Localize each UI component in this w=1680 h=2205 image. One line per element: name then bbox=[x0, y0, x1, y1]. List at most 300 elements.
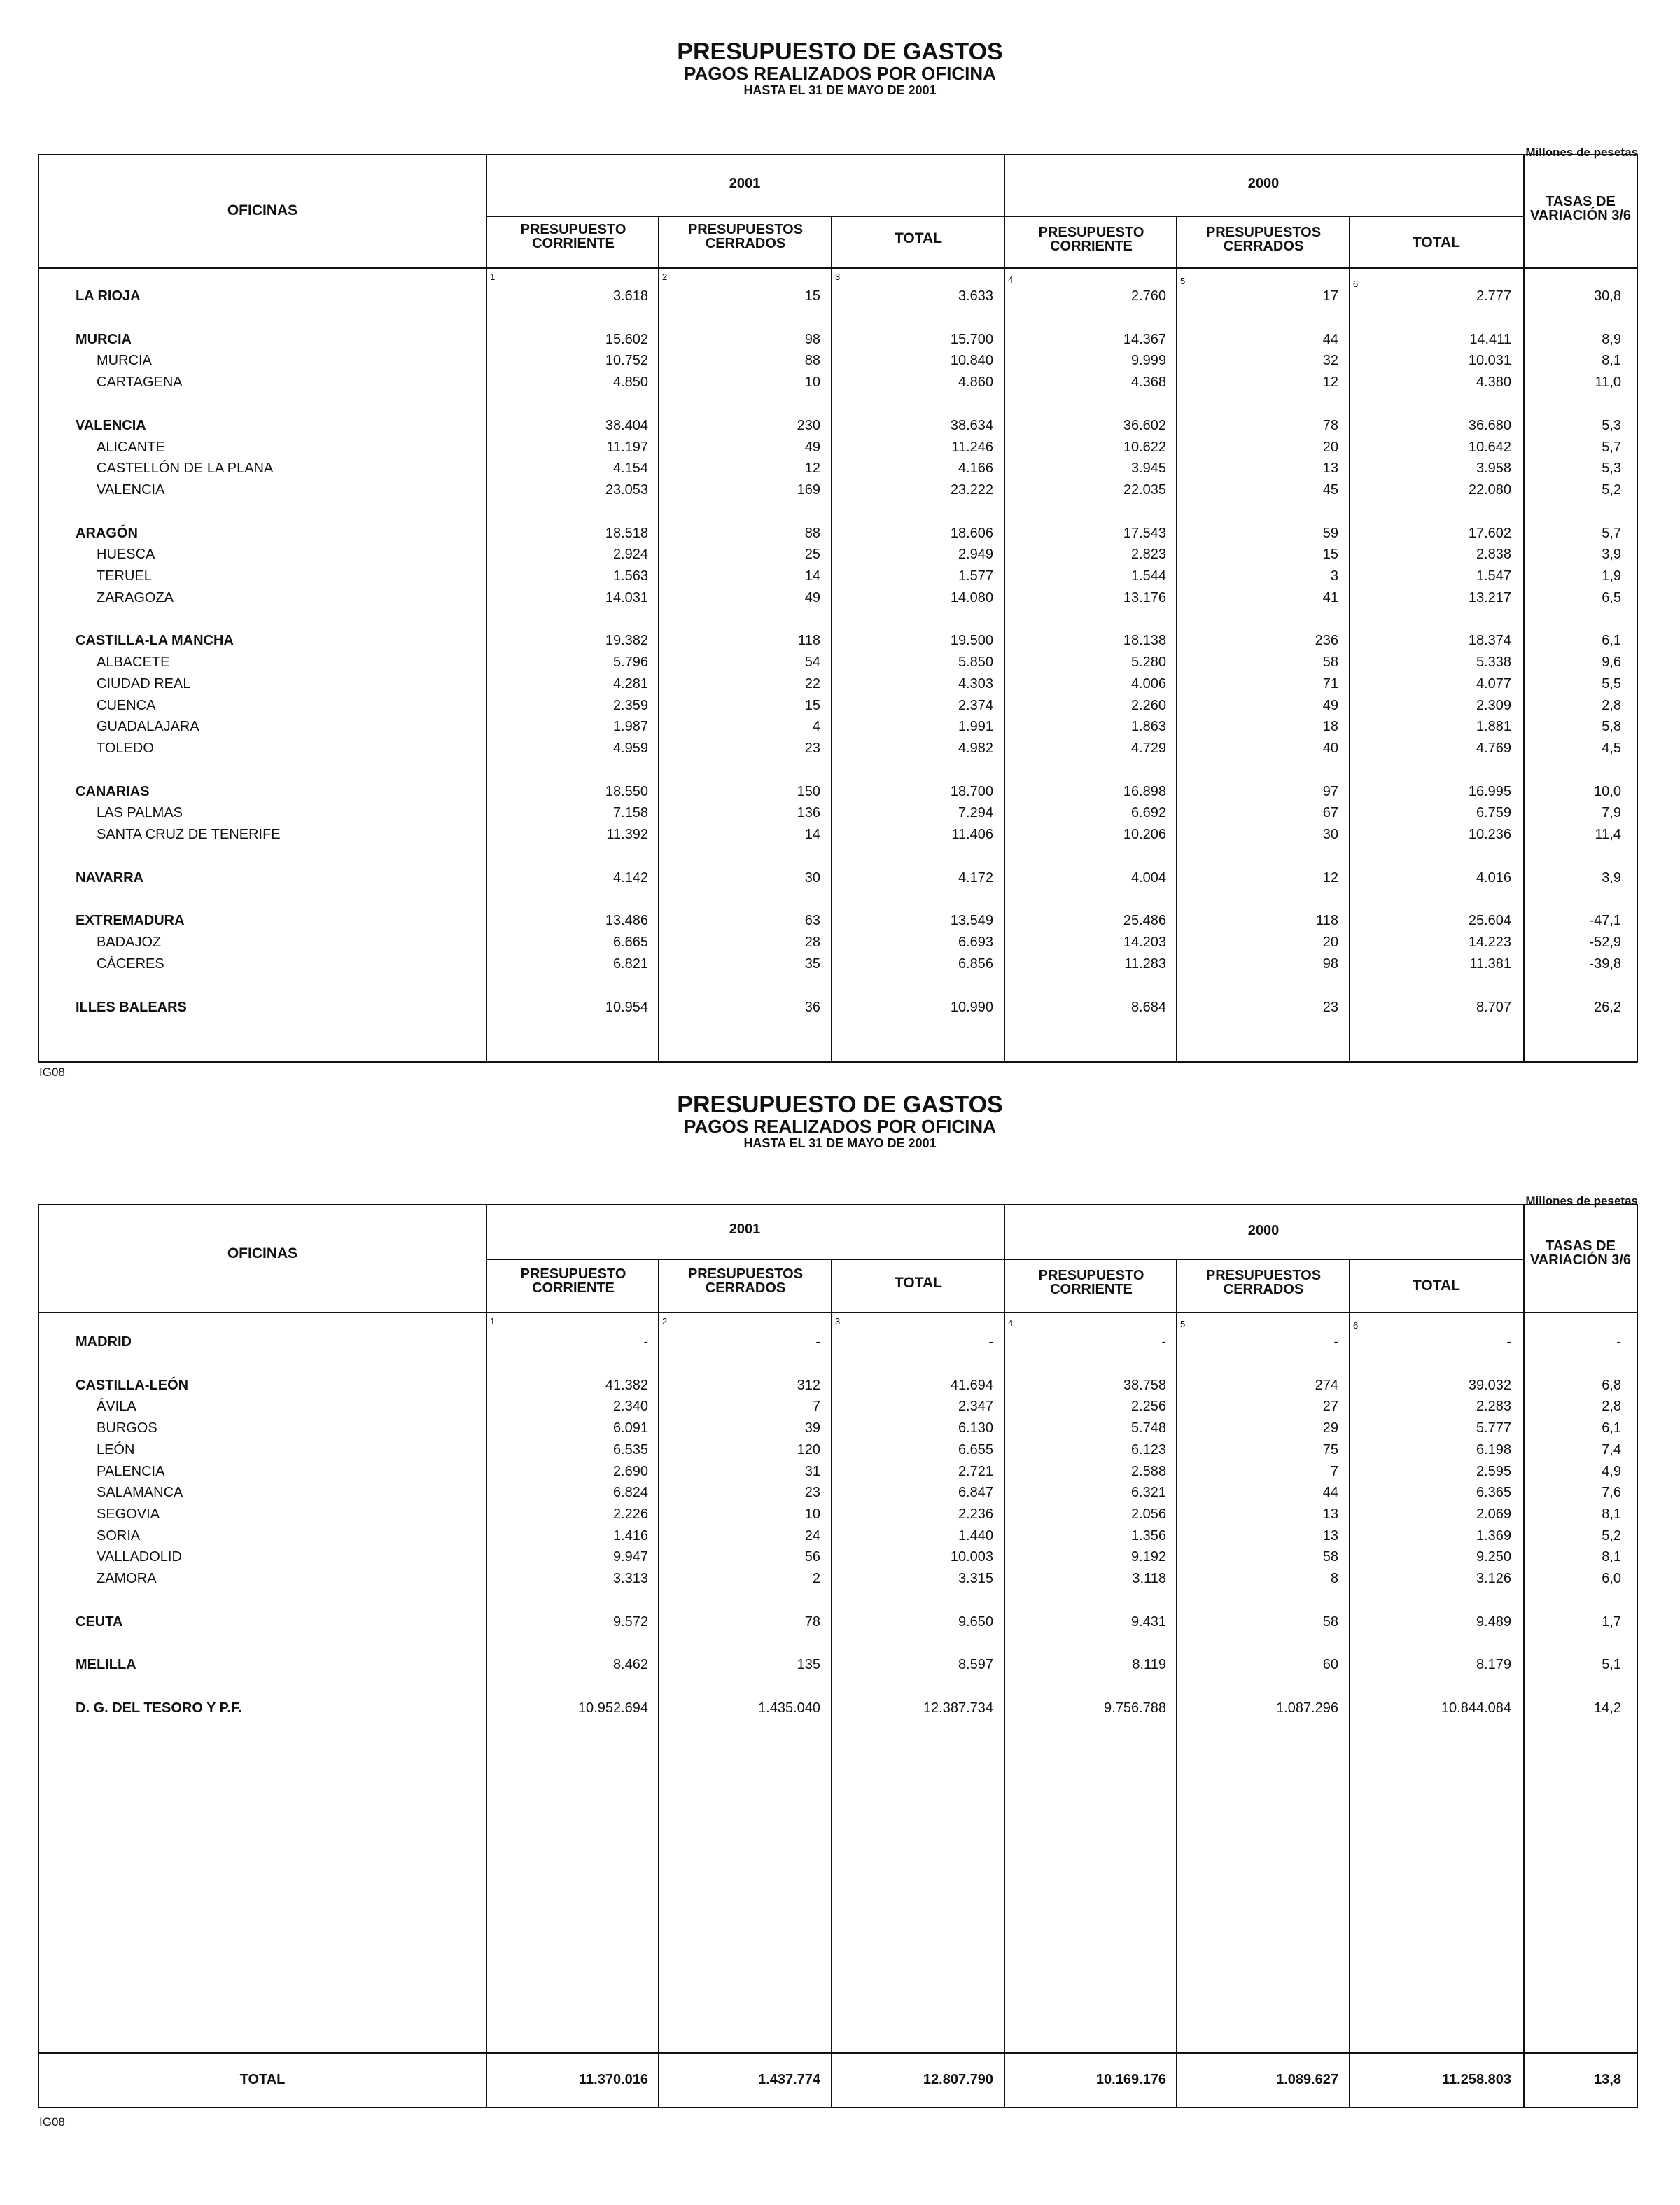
table-row bbox=[39, 805, 1639, 826]
table-cell: 8,1 bbox=[1602, 1506, 1621, 1522]
table-cell: 6.655 bbox=[958, 1441, 993, 1457]
table-cell: 98 bbox=[1322, 955, 1338, 972]
table-row bbox=[39, 440, 1639, 461]
table-cell: 13.176 bbox=[1123, 589, 1166, 606]
table-cell: 6.692 bbox=[1130, 805, 1166, 821]
table-cell: 4.172 bbox=[958, 869, 993, 886]
table-cell: 25.486 bbox=[1123, 913, 1166, 929]
table-cell: 6.365 bbox=[1476, 1485, 1511, 1501]
table-cell: 5,3 bbox=[1602, 417, 1621, 433]
report-title: PRESUPUESTO DE GASTOS bbox=[677, 38, 1003, 65]
table-cell: 2.283 bbox=[1476, 1399, 1511, 1415]
table-cell: 13 bbox=[1322, 1506, 1338, 1522]
row-label: MURCIA bbox=[97, 353, 152, 369]
table-cell: 5.796 bbox=[612, 654, 648, 671]
table-cell: 4.982 bbox=[958, 740, 993, 756]
table-cell: 10.952.694 bbox=[578, 1700, 648, 1716]
table-cell: 38.404 bbox=[605, 417, 648, 433]
table-cell: 2.340 bbox=[612, 1399, 648, 1415]
table-row bbox=[39, 1399, 1639, 1420]
table-cell: 10.642 bbox=[1468, 439, 1511, 455]
table-cell: 5.748 bbox=[1130, 1420, 1166, 1436]
row-label: NAVARRA bbox=[76, 869, 144, 886]
table-cell: 36.602 bbox=[1123, 417, 1166, 433]
table-cell: 23.053 bbox=[605, 482, 648, 498]
units-label: Millones de pesetas bbox=[1525, 1194, 1638, 1208]
table-cell: 25.604 bbox=[1468, 913, 1511, 929]
table-cell: 1.563 bbox=[612, 568, 648, 584]
table-cell: 2.588 bbox=[1130, 1463, 1166, 1479]
table-cell: 14,2 bbox=[1594, 1700, 1621, 1716]
table-cell: 78 bbox=[804, 1614, 820, 1630]
table-cell: 8.707 bbox=[1476, 999, 1511, 1015]
table-cell: 9,6 bbox=[1602, 654, 1621, 671]
table-cell: 2.838 bbox=[1476, 547, 1511, 563]
row-label: ARAGÓN bbox=[76, 525, 138, 541]
table-cell: 1.991 bbox=[958, 719, 993, 735]
table-cell: 49 bbox=[804, 439, 820, 455]
row-label: ILLES BALEARS bbox=[76, 999, 187, 1015]
table-cell: 2,8 bbox=[1602, 697, 1621, 713]
table-cell: 13 bbox=[1322, 461, 1338, 477]
table-cell: 1,9 bbox=[1602, 568, 1621, 584]
table-cell: 3.633 bbox=[958, 288, 993, 304]
table-row bbox=[39, 719, 1639, 740]
table-cell: 1,7 bbox=[1602, 1614, 1621, 1630]
table-cell: 6,5 bbox=[1602, 589, 1621, 606]
table-cell: 3.118 bbox=[1132, 1571, 1166, 1586]
header-year-2001: 2001 bbox=[729, 176, 761, 191]
table-cell: 2.309 bbox=[1476, 697, 1511, 713]
table-cell: 7,4 bbox=[1602, 1441, 1621, 1457]
header-total-2001: TOTAL bbox=[894, 230, 943, 246]
table-cell: 88 bbox=[804, 353, 820, 369]
table-cell: 3.126 bbox=[1476, 1571, 1511, 1586]
table-cell: 6,0 bbox=[1602, 1571, 1621, 1586]
table-cell: 8.179 bbox=[1476, 1657, 1511, 1673]
total-label: TOTAL bbox=[239, 2072, 286, 2087]
row-label: CASTILLA-LA MANCHA bbox=[76, 633, 234, 649]
column-number: 6 bbox=[1353, 279, 1359, 289]
table-cell: 4.729 bbox=[1130, 740, 1166, 756]
table-cell: 10.990 bbox=[950, 999, 993, 1015]
table-cell: 5,2 bbox=[1602, 482, 1621, 498]
table-cell: 2.359 bbox=[612, 697, 648, 713]
table-cell: 7,6 bbox=[1602, 1485, 1621, 1501]
table-cell: 11.392 bbox=[606, 827, 648, 842]
table-cell: 5,7 bbox=[1602, 525, 1621, 541]
table-cell: 2.236 bbox=[958, 1506, 993, 1522]
table-cell: 10.206 bbox=[1123, 827, 1166, 842]
row-label: LAS PALMAS bbox=[97, 805, 183, 821]
table-cell: 6,8 bbox=[1602, 1377, 1621, 1393]
table-cell: 26,2 bbox=[1594, 999, 1621, 1015]
table-cell: 11.246 bbox=[951, 439, 993, 455]
table-cell: 6,1 bbox=[1602, 633, 1621, 649]
table-cell: 71 bbox=[1322, 676, 1338, 692]
table-cell: 9.947 bbox=[612, 1549, 648, 1565]
table-cell: 2.374 bbox=[958, 697, 993, 713]
table-cell: 30 bbox=[804, 869, 820, 886]
table-cell: 88 bbox=[804, 525, 820, 541]
table-cell: 6.759 bbox=[1476, 805, 1511, 821]
table-cell: 14.223 bbox=[1468, 934, 1511, 951]
table-cell: 2.256 bbox=[1130, 1399, 1166, 1415]
table-cell: 4.368 bbox=[1130, 374, 1166, 391]
table-cell: 10.954 bbox=[605, 999, 648, 1015]
table-cell: 4.959 bbox=[612, 740, 648, 756]
table-cell: 135 bbox=[797, 1657, 820, 1673]
table-cell: 2.721 bbox=[958, 1463, 993, 1479]
table-cell: 1.435.040 bbox=[758, 1700, 820, 1716]
header-total-2001: TOTAL bbox=[894, 1275, 943, 1291]
table-cell: 10.622 bbox=[1123, 439, 1166, 455]
table-cell: 41.694 bbox=[950, 1377, 993, 1393]
table-cell: 5,7 bbox=[1602, 439, 1621, 455]
table-cell: 4.154 bbox=[612, 461, 648, 477]
table-cell: 2.760 bbox=[1130, 288, 1166, 304]
table-cell: 8.119 bbox=[1132, 1657, 1166, 1673]
table-cell: 10.236 bbox=[1468, 827, 1511, 842]
table-cell: 5.280 bbox=[1130, 654, 1166, 671]
table-cell: 2.347 bbox=[958, 1399, 993, 1415]
table-cell: 45 bbox=[1322, 482, 1338, 498]
table-cell: 15.602 bbox=[605, 331, 648, 347]
table-cell: 4.380 bbox=[1476, 374, 1511, 391]
table-cell: 3,9 bbox=[1602, 869, 1621, 886]
table-cell: 118 bbox=[1316, 913, 1338, 929]
column-number: 1 bbox=[490, 272, 496, 282]
table-cell: 5,8 bbox=[1602, 719, 1621, 735]
table-cell: 11.197 bbox=[606, 439, 648, 455]
table-cell: 3.618 bbox=[612, 288, 648, 304]
table-cell: 11.406 bbox=[951, 827, 993, 842]
row-label: CÁCERES bbox=[97, 955, 164, 972]
table-cell: 1.881 bbox=[1476, 719, 1511, 735]
table-row bbox=[39, 784, 1639, 805]
table-cell: 4,5 bbox=[1602, 740, 1621, 756]
column-number: 6 bbox=[1353, 1320, 1359, 1331]
table-row bbox=[39, 353, 1639, 374]
report-title: PRESUPUESTO DE GASTOS bbox=[677, 1091, 1003, 1118]
table-cell: 1.544 bbox=[1130, 568, 1166, 584]
table-cell: 14 bbox=[804, 827, 820, 842]
table-cell: 38.634 bbox=[950, 417, 993, 433]
table-row bbox=[39, 741, 1639, 762]
row-label: CANARIAS bbox=[76, 783, 150, 799]
table-cell: 9.650 bbox=[958, 1614, 993, 1630]
table-cell: 10.752 bbox=[605, 353, 648, 369]
table-cell: 97 bbox=[1322, 783, 1338, 799]
table-cell: 11,0 bbox=[1595, 374, 1621, 391]
table-cell: 56 bbox=[804, 1549, 820, 1565]
table-cell: 29 bbox=[1322, 1420, 1338, 1436]
table-row bbox=[39, 288, 1639, 309]
table-cell: 230 bbox=[797, 417, 820, 433]
row-label: ALICANTE bbox=[97, 439, 165, 455]
table-cell: 18.374 bbox=[1468, 633, 1511, 649]
column-number: 3 bbox=[835, 1316, 841, 1326]
table-cell: 15 bbox=[804, 288, 820, 304]
table-cell: 41 bbox=[1322, 589, 1338, 606]
table-cell: - bbox=[1506, 1334, 1511, 1350]
table-cell: 5.850 bbox=[958, 654, 993, 671]
table-cell: 22.080 bbox=[1468, 482, 1511, 498]
table-cell: 20 bbox=[1322, 439, 1338, 455]
table-cell: 2.226 bbox=[612, 1506, 648, 1522]
table-cell: 2 bbox=[812, 1571, 820, 1586]
table-cell: 12 bbox=[1322, 869, 1338, 886]
row-label: MURCIA bbox=[76, 331, 132, 347]
header-year-2000: 2000 bbox=[1247, 1223, 1280, 1238]
table-cell: 58 bbox=[1322, 1614, 1338, 1630]
table-row bbox=[39, 654, 1639, 676]
table-cell: 10 bbox=[804, 1506, 820, 1522]
table-cell: 169 bbox=[797, 482, 820, 498]
table-cell: 35 bbox=[804, 955, 820, 972]
table-cell: 5,2 bbox=[1602, 1527, 1621, 1544]
table-cell: 4.016 bbox=[1476, 869, 1511, 886]
table-cell: 60 bbox=[1322, 1657, 1338, 1673]
table-cell: -47,1 bbox=[1589, 913, 1621, 929]
row-label: VALENCIA bbox=[76, 417, 146, 433]
header-year-2001: 2001 bbox=[729, 1222, 761, 1237]
table-cell: 6.824 bbox=[612, 1485, 648, 1501]
table-row bbox=[39, 482, 1639, 503]
table-row bbox=[39, 1506, 1639, 1527]
table-cell: 49 bbox=[1322, 697, 1338, 713]
table-cell: 2,8 bbox=[1602, 1399, 1621, 1415]
table-cell: 2.260 bbox=[1130, 697, 1166, 713]
table-cell: 40 bbox=[1322, 740, 1338, 756]
column-number: 3 bbox=[835, 272, 841, 282]
table-cell: 18 bbox=[1322, 719, 1338, 735]
table-cell: 6.535 bbox=[612, 1441, 648, 1457]
table-cell: 7 bbox=[812, 1399, 820, 1415]
header-presupuesto-corriente-2001: PRESUPUESTO CORRIENTE bbox=[520, 222, 626, 251]
table-cell: 4.077 bbox=[1476, 676, 1511, 692]
table-row bbox=[39, 568, 1639, 589]
table-cell: 14.367 bbox=[1123, 331, 1166, 347]
table-cell: 9.572 bbox=[612, 1614, 648, 1630]
table-cell: 3.315 bbox=[958, 1571, 993, 1586]
row-label: EXTREMADURA bbox=[76, 913, 185, 929]
row-label: PALENCIA bbox=[97, 1463, 165, 1479]
units-label: Millones de pesetas bbox=[1525, 146, 1638, 159]
table-cell: 11,4 bbox=[1595, 827, 1621, 842]
row-label: CARTAGENA bbox=[97, 374, 183, 391]
table-cell: - bbox=[816, 1334, 820, 1350]
table-cell: - bbox=[1616, 1334, 1621, 1350]
row-label: D. G. DEL TESORO Y P.F. bbox=[76, 1700, 242, 1716]
table-cell: -39,8 bbox=[1589, 955, 1621, 972]
row-label: SANTA CRUZ DE TENERIFE bbox=[97, 827, 281, 842]
row-label: LEÓN bbox=[97, 1441, 135, 1457]
table-cell: 30 bbox=[1322, 827, 1338, 842]
table-cell: 15.700 bbox=[950, 331, 993, 347]
table-cell: 9.756.788 bbox=[1104, 1700, 1166, 1716]
column-number: 5 bbox=[1180, 276, 1186, 286]
table-cell: 4.769 bbox=[1476, 740, 1511, 756]
header-tasas-variacion: TASAS DE VARIACIÓN 3/6 bbox=[1530, 1238, 1632, 1268]
table-cell: 150 bbox=[797, 783, 820, 799]
table-cell: 4,9 bbox=[1602, 1463, 1621, 1479]
header-presupuestos-cerrados-2000: PRESUPUESTOS CERRADOS bbox=[1205, 1268, 1322, 1297]
table-row bbox=[39, 1549, 1639, 1570]
table-cell: 14.031 bbox=[605, 589, 648, 606]
table-cell: 6,1 bbox=[1602, 1420, 1621, 1436]
table-cell: 3.313 bbox=[612, 1571, 648, 1586]
table-row bbox=[39, 1485, 1639, 1506]
table-cell: 63 bbox=[804, 913, 820, 929]
table-row bbox=[39, 934, 1639, 955]
table-cell: 3.945 bbox=[1130, 461, 1166, 477]
total-cell: 11.258.803 bbox=[1442, 2072, 1511, 2087]
table-cell: 49 bbox=[804, 589, 820, 606]
row-label: SORIA bbox=[97, 1527, 141, 1544]
row-label: CASTELLÓN DE LA PLANA bbox=[97, 461, 274, 477]
row-label: LA RIOJA bbox=[76, 288, 141, 304]
table-cell: 4.281 bbox=[612, 676, 648, 692]
row-label: CIUDAD REAL bbox=[97, 676, 191, 692]
header-year-2000: 2000 bbox=[1247, 176, 1280, 191]
table-cell: 54 bbox=[804, 654, 820, 671]
table-cell: 5.777 bbox=[1476, 1420, 1511, 1436]
table-cell: 18.550 bbox=[605, 783, 648, 799]
table-cell: 120 bbox=[797, 1441, 820, 1457]
header-total-2000: TOTAL bbox=[1412, 1278, 1461, 1294]
table-row bbox=[39, 633, 1639, 654]
table-cell: 58 bbox=[1322, 1549, 1338, 1565]
total-top-rule bbox=[39, 2052, 1638, 2054]
table-cell: 14.411 bbox=[1469, 331, 1511, 347]
table-row bbox=[39, 526, 1639, 547]
table-cell: - bbox=[643, 1334, 648, 1350]
row-label: CASTILLA-LEÓN bbox=[76, 1377, 189, 1393]
row-label: MADRID bbox=[76, 1334, 132, 1350]
table-cell: 12 bbox=[1322, 374, 1338, 391]
table-cell: 9.489 bbox=[1476, 1614, 1511, 1630]
table-cell: 5,3 bbox=[1602, 461, 1621, 477]
header-presupuestos-cerrados-2001: PRESUPUESTOS CERRADOS bbox=[687, 1266, 804, 1296]
table-cell: 10 bbox=[804, 374, 820, 391]
table-cell: 8.462 bbox=[612, 1657, 648, 1673]
table-cell: 23.222 bbox=[950, 482, 993, 498]
table-cell: 6.856 bbox=[958, 955, 993, 972]
table-cell: 17 bbox=[1322, 288, 1338, 304]
table-cell: 44 bbox=[1322, 331, 1338, 347]
table-row bbox=[39, 1000, 1639, 1021]
table-cell: 13 bbox=[1322, 1527, 1338, 1544]
table-cell: 8,9 bbox=[1602, 331, 1621, 347]
header-presupuestos-cerrados-2000: PRESUPUESTOS CERRADOS bbox=[1205, 225, 1322, 254]
table-cell: 75 bbox=[1322, 1441, 1338, 1457]
table-cell: 9.250 bbox=[1476, 1549, 1511, 1565]
table-cell: 23 bbox=[1322, 999, 1338, 1015]
table-cell: 6.665 bbox=[612, 934, 648, 951]
table-cell: 4.004 bbox=[1130, 869, 1166, 886]
table-row bbox=[39, 870, 1639, 891]
table-cell: - bbox=[1161, 1334, 1166, 1350]
table-cell: 31 bbox=[804, 1463, 820, 1479]
table-cell: 17.602 bbox=[1468, 525, 1511, 541]
page-bottom bbox=[0, 1092, 1680, 2205]
table-cell: 18.138 bbox=[1123, 633, 1166, 649]
table-cell: 274 bbox=[1315, 1377, 1338, 1393]
table-cell: 18.606 bbox=[950, 525, 993, 541]
table-cell: 20 bbox=[1322, 934, 1338, 951]
table-cell: 6.693 bbox=[958, 934, 993, 951]
header-oficinas: OFICINAS bbox=[227, 1245, 298, 1261]
table-cell: 15 bbox=[1322, 547, 1338, 563]
header-presupuestos-cerrados-2001: PRESUPUESTOS CERRADOS bbox=[687, 222, 804, 251]
table-row bbox=[39, 676, 1639, 697]
table-cell: 67 bbox=[1322, 805, 1338, 821]
table-cell: 58 bbox=[1322, 654, 1338, 671]
table-row bbox=[39, 332, 1639, 353]
table-cell: 1.440 bbox=[958, 1527, 993, 1544]
table-cell: 22.035 bbox=[1123, 482, 1166, 498]
table-cell: 6.321 bbox=[1130, 1485, 1166, 1501]
table-row bbox=[39, 547, 1639, 568]
table-cell: 44 bbox=[1322, 1485, 1338, 1501]
row-label: CEUTA bbox=[76, 1614, 123, 1630]
table-cell: 39.032 bbox=[1468, 1377, 1511, 1393]
table-cell: 10,0 bbox=[1594, 783, 1621, 799]
table-cell: 1.087.296 bbox=[1276, 1700, 1338, 1716]
column-number: 4 bbox=[1008, 1317, 1014, 1328]
table-cell: 41.382 bbox=[605, 1377, 648, 1393]
table-row bbox=[39, 913, 1639, 934]
table-cell: 10.840 bbox=[950, 353, 993, 369]
table-cell: 17.543 bbox=[1123, 525, 1166, 541]
table-cell: 8,1 bbox=[1602, 1549, 1621, 1565]
row-label: GUADALAJARA bbox=[97, 719, 200, 735]
table-cell: 1.416 bbox=[612, 1527, 648, 1544]
table-cell: 5,1 bbox=[1602, 1657, 1621, 1673]
table-cell: 6.130 bbox=[958, 1420, 993, 1436]
table-cell: 2.777 bbox=[1476, 288, 1511, 304]
table-row bbox=[39, 374, 1639, 396]
table-cell: 10.844.084 bbox=[1441, 1700, 1511, 1716]
table-cell: 12 bbox=[804, 461, 820, 477]
table-cell: 9.192 bbox=[1130, 1549, 1166, 1565]
table-cell: 12.387.734 bbox=[923, 1700, 993, 1716]
row-label: TERUEL bbox=[97, 568, 152, 584]
table-cell: 28 bbox=[804, 934, 820, 951]
table-cell: 13.549 bbox=[950, 913, 993, 929]
table-row bbox=[39, 1464, 1639, 1485]
table-row bbox=[39, 1528, 1639, 1549]
table-cell: 18.518 bbox=[605, 525, 648, 541]
total-cell: 11.370.016 bbox=[579, 2072, 648, 2087]
column-number: 2 bbox=[662, 1316, 668, 1326]
row-label: ZAMORA bbox=[97, 1571, 157, 1586]
row-label: VALENCIA bbox=[97, 482, 165, 498]
table-cell: 14.080 bbox=[950, 589, 993, 606]
table-cell: 4.142 bbox=[612, 869, 648, 886]
table-cell: 8.684 bbox=[1130, 999, 1166, 1015]
report-header bbox=[0, 39, 1680, 98]
row-label: MELILLA bbox=[76, 1657, 136, 1673]
table-cell: 14 bbox=[804, 568, 820, 584]
row-label: ZARAGOZA bbox=[97, 589, 174, 606]
table-cell: 13.486 bbox=[605, 913, 648, 929]
total-cell: 10.169.176 bbox=[1096, 2072, 1166, 2087]
table-cell: 9.431 bbox=[1130, 1614, 1166, 1630]
table-cell: 14.203 bbox=[1123, 934, 1166, 951]
table-cell: 3.958 bbox=[1476, 461, 1511, 477]
